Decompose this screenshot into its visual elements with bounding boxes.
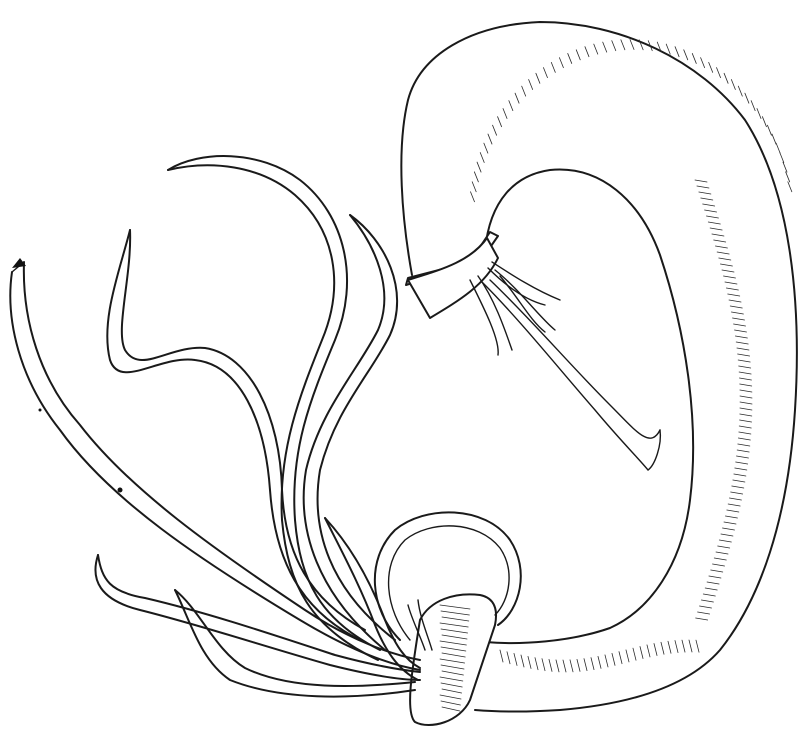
hatch-stroke <box>528 656 531 668</box>
hatch-stroke <box>535 658 538 670</box>
left-tentacles <box>10 156 432 697</box>
hatch-stroke <box>786 172 790 182</box>
hatch-stroke <box>514 653 517 665</box>
hatch-stroke <box>684 50 688 60</box>
hatch-stroke <box>549 659 552 671</box>
hatch-stroke <box>703 204 715 206</box>
hatch-stroke <box>701 58 705 68</box>
hatch-stroke <box>738 354 750 356</box>
hatch-stroke <box>776 143 780 153</box>
hatch-stroke <box>630 40 634 50</box>
hatch-stroke <box>612 653 615 665</box>
hatch-stroke <box>762 117 766 127</box>
hatch-stroke <box>739 432 751 434</box>
hatch-stroke <box>717 68 721 78</box>
hatch-stroke <box>710 228 722 230</box>
hatch-stroke <box>521 655 524 667</box>
hatch-stroke <box>529 79 533 89</box>
hatch-stroke <box>739 426 751 428</box>
hatch-stroke <box>477 162 481 172</box>
hatch-stroke <box>751 101 755 111</box>
hatch-stroke <box>675 47 679 57</box>
hatch-stroke <box>666 44 670 54</box>
hatch-stroke <box>474 172 478 182</box>
hatch-stroke <box>591 658 594 670</box>
hatch-stroke <box>734 474 746 476</box>
hatch-stroke <box>682 640 685 652</box>
hatch-stroke <box>735 336 747 338</box>
hatch-stroke <box>500 650 503 662</box>
hatch-stroke <box>737 348 749 350</box>
hatch-stroke <box>668 641 671 653</box>
hatch-stroke <box>767 125 771 135</box>
hatch-stroke <box>570 660 573 672</box>
hatch-stroke <box>728 504 740 506</box>
hatch-stroke <box>698 612 710 614</box>
hatch-stroke <box>740 402 752 404</box>
hatch-stroke <box>696 618 708 620</box>
hatch-stroke <box>708 222 720 224</box>
hatch-stroke <box>640 646 643 658</box>
hatch-stroke <box>740 420 752 422</box>
tentacle-far-left <box>10 272 420 670</box>
hatch-stroke <box>633 648 636 660</box>
hatch-stroke <box>705 210 717 212</box>
hatch-stroke <box>729 300 741 302</box>
hatch-stroke <box>692 53 696 63</box>
hatch-stroke <box>724 73 728 83</box>
ink-speck <box>118 488 123 493</box>
hatch-stroke <box>739 372 751 374</box>
hatch-stroke <box>709 576 721 578</box>
hatch-stroke <box>721 534 733 536</box>
hatch-stroke <box>722 528 734 530</box>
hatch-stroke <box>727 510 739 512</box>
hatch-stroke <box>734 330 746 332</box>
hatch-stroke <box>739 366 751 368</box>
hatch-stroke <box>621 40 625 50</box>
hatch-stroke <box>696 640 699 652</box>
hatch-stroke <box>725 282 737 284</box>
hatch-stroke <box>738 444 750 446</box>
hatch-stroke <box>734 324 746 326</box>
hatch-stroke <box>719 258 731 260</box>
hatch-stroke <box>717 252 729 254</box>
hatch-stroke <box>484 143 488 153</box>
hatch-stroke <box>780 153 784 163</box>
body-inner-contour <box>485 170 693 644</box>
hatch-stroke <box>507 652 510 664</box>
hatch-stroke <box>605 655 608 667</box>
hatch-stroke <box>739 378 751 380</box>
hatch-stroke <box>716 552 728 554</box>
hatch-stroke <box>701 198 713 200</box>
hatch-stroke <box>740 408 752 410</box>
upper-tentacles <box>470 262 660 470</box>
hatch-stroke <box>598 656 601 668</box>
hatch-stroke <box>585 47 589 57</box>
hatch-stroke <box>480 153 484 163</box>
hatch-stroke <box>689 640 692 652</box>
hatch-stroke <box>699 606 711 608</box>
hatch-stroke <box>498 117 502 127</box>
hatch-stroke <box>718 546 730 548</box>
hatch-stroke <box>731 79 735 89</box>
hatch-stroke <box>470 192 474 202</box>
hatch-stroke <box>731 312 743 314</box>
hatch-stroke <box>584 659 587 671</box>
upper-collar <box>408 238 498 318</box>
hatch-stroke <box>701 600 713 602</box>
hatch-stroke <box>745 93 749 103</box>
hatch-stroke <box>722 270 734 272</box>
hatch-stroke <box>720 264 732 266</box>
hatch-stroke <box>675 641 678 653</box>
hatch-stroke <box>740 384 752 386</box>
hatch-stroke <box>472 182 476 192</box>
hatch-stroke <box>493 125 497 135</box>
hatch-stroke <box>732 486 744 488</box>
hatch-stroke <box>719 540 731 542</box>
body-hatching <box>470 40 791 672</box>
hatch-stroke <box>736 462 748 464</box>
hatch-stroke <box>612 41 616 51</box>
hatch-stroke <box>709 62 713 72</box>
hatch-stroke <box>736 456 748 458</box>
hatch-stroke <box>725 516 737 518</box>
hatch-stroke <box>735 468 747 470</box>
hatch-stroke <box>738 86 742 96</box>
hatch-stroke <box>699 192 711 194</box>
hatch-stroke <box>738 360 750 362</box>
hatch-stroke <box>542 659 545 671</box>
hatch-stroke <box>772 134 776 144</box>
hatch-stroke <box>738 438 750 440</box>
hatch-stroke <box>603 42 607 52</box>
lower-collar-band <box>410 594 496 725</box>
hatch-stroke <box>723 276 735 278</box>
hatch-stroke <box>594 44 598 54</box>
hatch-stroke <box>522 86 526 96</box>
hatch-stroke <box>509 101 513 111</box>
hatch-stroke <box>703 594 715 596</box>
hatch-stroke <box>711 570 723 572</box>
hatch-stroke <box>731 492 743 494</box>
hatch-stroke <box>714 240 726 242</box>
hatch-stroke <box>740 414 752 416</box>
tentacle-left-4 <box>318 215 398 640</box>
hatch-stroke <box>728 294 740 296</box>
hatch-stroke <box>568 53 572 63</box>
hatch-stroke <box>654 643 657 655</box>
hatch-stroke <box>563 660 566 672</box>
hatch-stroke <box>647 645 650 657</box>
hatch-stroke <box>730 306 742 308</box>
hatch-stroke <box>697 186 709 188</box>
hatch-stroke <box>737 450 749 452</box>
hatch-stroke <box>503 108 507 118</box>
hatch-stroke <box>733 480 745 482</box>
hatch-stroke <box>713 564 725 566</box>
hatch-stroke <box>714 558 726 560</box>
hatch-stroke <box>619 652 622 664</box>
hatch-stroke <box>712 234 724 236</box>
hatch-stroke <box>707 582 719 584</box>
hatch-stroke <box>551 62 555 72</box>
hatch-stroke <box>757 108 761 118</box>
ink-speck <box>39 409 42 412</box>
hatch-stroke <box>788 182 792 192</box>
hatch-stroke <box>729 498 741 500</box>
hatch-stroke <box>715 246 727 248</box>
hatch-stroke <box>556 660 559 672</box>
hatch-stroke <box>488 134 492 144</box>
hatch-stroke <box>661 642 664 654</box>
hatch-stroke <box>740 396 752 398</box>
hatch-stroke <box>536 73 540 83</box>
hatch-stroke <box>559 58 563 68</box>
hatch-stroke <box>626 650 629 662</box>
hatch-stroke <box>736 342 748 344</box>
hatch-stroke <box>740 390 752 392</box>
hatch-stroke <box>695 180 707 182</box>
hatch-stroke <box>705 588 717 590</box>
hatch-stroke <box>515 93 519 103</box>
hatch-stroke <box>726 288 738 290</box>
hatch-stroke <box>724 522 736 524</box>
hatch-stroke <box>733 318 745 320</box>
hatch-stroke <box>577 659 580 671</box>
hatch-stroke <box>576 50 580 60</box>
hatch-stroke <box>706 216 718 218</box>
hatch-stroke <box>783 162 787 172</box>
hatch-stroke <box>543 68 547 78</box>
